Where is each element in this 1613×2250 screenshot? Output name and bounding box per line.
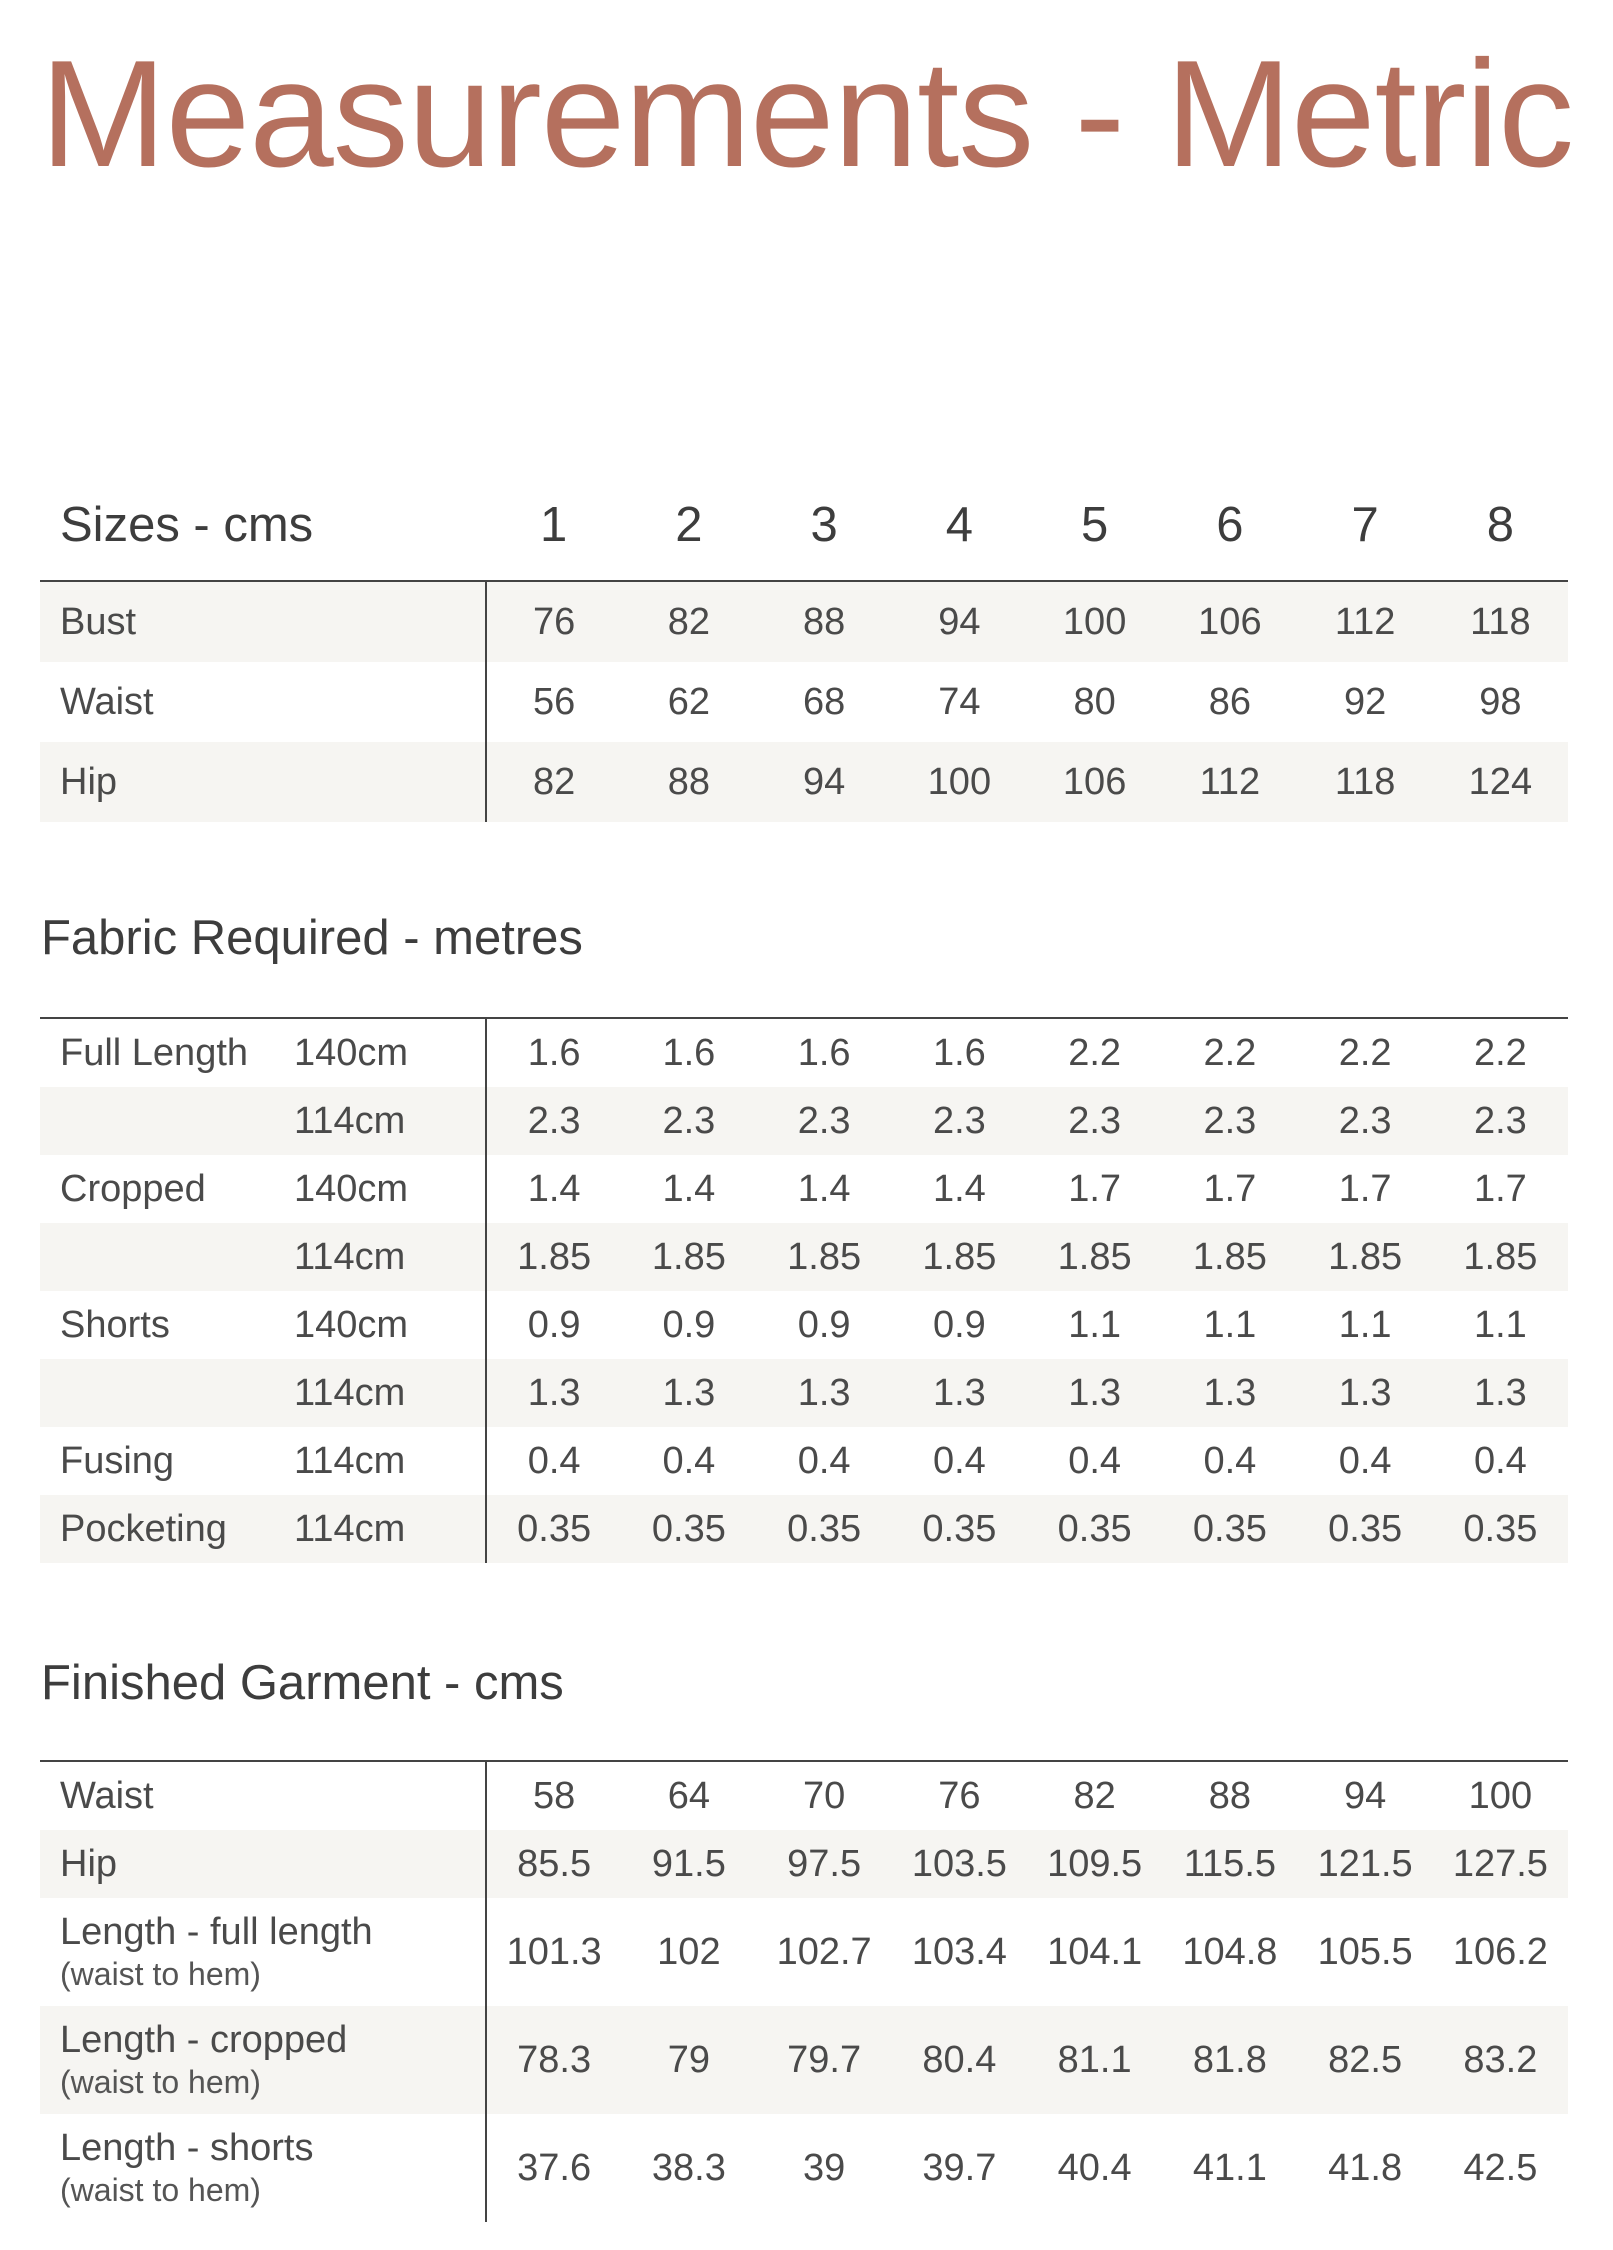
table-cell: 0.4 bbox=[662, 1439, 716, 1482]
table-cell: 1.3 bbox=[486, 1359, 621, 1427]
fabric-table bbox=[40, 1017, 1568, 1563]
table-cell: 106 bbox=[1027, 742, 1162, 822]
table-cell: 1.3 bbox=[621, 1359, 756, 1427]
table-row bbox=[40, 581, 1568, 662]
table-cell: 1.3 bbox=[1162, 1359, 1297, 1427]
table-cell: 100 bbox=[1027, 581, 1162, 662]
table-row bbox=[40, 1223, 1568, 1291]
table-cell: 102 bbox=[657, 1930, 721, 1973]
row-label: Pocketing bbox=[40, 1495, 294, 1563]
table-cell: 2.3 bbox=[892, 1087, 1027, 1155]
row-label: Fusing bbox=[60, 1439, 175, 1482]
table-row bbox=[40, 1830, 1568, 1898]
table-cell: 94 bbox=[1298, 1761, 1433, 1830]
table-cell: 0.35 bbox=[621, 1495, 756, 1563]
table-row bbox=[40, 1427, 1568, 1495]
table-cell: 1.85 bbox=[1162, 1223, 1297, 1291]
row-label: Hip bbox=[60, 1842, 118, 1885]
table-cell: 1.1 bbox=[1203, 1303, 1257, 1346]
table-cell: 115.5 bbox=[1162, 1830, 1297, 1898]
table-cell: 1.6 bbox=[621, 1018, 756, 1087]
fabric-width: 114cm bbox=[294, 1495, 486, 1563]
fabric-width: 114cm bbox=[294, 1223, 486, 1291]
table-cell: 0.35 bbox=[1298, 1495, 1433, 1563]
table-cell: 1.7 bbox=[1473, 1167, 1527, 1210]
table-cell: 1.1 bbox=[1338, 1303, 1392, 1346]
row-label: Length - cropped bbox=[60, 2019, 348, 2061]
size-column-header: 4 bbox=[892, 470, 1027, 581]
table-cell: 104.8 bbox=[1182, 1930, 1278, 1973]
row-label-cell bbox=[40, 1898, 486, 2006]
table-cell: 0.35 bbox=[892, 1495, 1027, 1563]
table-cell: 1.1 bbox=[1473, 1303, 1527, 1346]
table-cell: 1.85 bbox=[757, 1223, 892, 1291]
table-cell: 86 bbox=[1208, 680, 1252, 723]
size-column-header: 5 bbox=[1027, 470, 1162, 581]
table-cell: 100 bbox=[1433, 1761, 1568, 1830]
table-cell: 79.7 bbox=[757, 2006, 892, 2114]
table-cell: 91.5 bbox=[621, 1830, 756, 1898]
size-column-header: 6 bbox=[1162, 470, 1297, 581]
table-cell: 88 bbox=[1162, 1761, 1297, 1830]
table-cell: 0.9 bbox=[662, 1303, 716, 1346]
table-cell: 106 bbox=[1162, 581, 1297, 662]
table-cell: 37.6 bbox=[517, 2146, 592, 2189]
row-label-cell bbox=[40, 1830, 486, 1898]
fabric-width: 140cm bbox=[294, 1018, 486, 1087]
table-cell: 58 bbox=[486, 1761, 621, 1830]
table-row bbox=[40, 742, 1568, 822]
row-label bbox=[40, 1087, 294, 1155]
row-label-cell bbox=[40, 2006, 486, 2114]
table-cell: 1.85 bbox=[892, 1223, 1027, 1291]
table-cell: 103.5 bbox=[892, 1830, 1027, 1898]
size-column-header: 3 bbox=[757, 470, 892, 581]
table-cell: 2.2 bbox=[1433, 1018, 1568, 1087]
table-cell: 118 bbox=[1298, 742, 1433, 822]
row-label: Cropped bbox=[60, 1167, 206, 1210]
table-cell: 1.85 bbox=[1298, 1223, 1433, 1291]
table-cell: 1.1 bbox=[1068, 1303, 1122, 1346]
table-cell: 1.3 bbox=[1433, 1359, 1568, 1427]
size-column-header: 1 bbox=[486, 470, 621, 581]
fabric-width: 140cm bbox=[294, 1291, 486, 1359]
table-cell: 1.85 bbox=[1027, 1223, 1162, 1291]
table-cell: 0.35 bbox=[757, 1495, 892, 1563]
table-cell: 1.85 bbox=[486, 1223, 621, 1291]
fabric-width: 114cm bbox=[294, 1427, 486, 1495]
table-cell: 82 bbox=[486, 742, 621, 822]
table-cell: 70 bbox=[757, 1761, 892, 1830]
table-cell: 0.9 bbox=[932, 1303, 986, 1346]
table-cell: 0.4 bbox=[797, 1439, 851, 1482]
table-cell: 106.2 bbox=[1452, 1930, 1548, 1973]
table-cell: 2.2 bbox=[1298, 1018, 1433, 1087]
fabric-width: 114cm bbox=[294, 1359, 486, 1427]
table-cell: 88 bbox=[757, 581, 892, 662]
fabric-width: 114cm bbox=[294, 1087, 486, 1155]
table-cell: 39 bbox=[802, 2146, 846, 2189]
table-cell: 0.35 bbox=[1162, 1495, 1297, 1563]
table-cell: 1.4 bbox=[932, 1167, 986, 1210]
table-cell: 0.4 bbox=[932, 1439, 986, 1482]
table-row bbox=[40, 1087, 1568, 1155]
table-cell: 0.4 bbox=[1203, 1439, 1257, 1482]
table-row bbox=[40, 1761, 1568, 1830]
table-cell: 112 bbox=[1298, 581, 1433, 662]
table-row bbox=[40, 1291, 1568, 1359]
table-row bbox=[40, 2114, 1568, 2222]
table-cell: 2.3 bbox=[621, 1087, 756, 1155]
row-label: Hip bbox=[40, 742, 486, 822]
table-cell: 0.9 bbox=[527, 1303, 581, 1346]
table-cell: 1.3 bbox=[892, 1359, 1027, 1427]
table-cell: 0.4 bbox=[527, 1439, 581, 1482]
table-cell: 0.4 bbox=[1338, 1439, 1392, 1482]
row-label: Shorts bbox=[60, 1303, 170, 1346]
table-cell: 78.3 bbox=[486, 2006, 621, 2114]
table-cell: 118 bbox=[1433, 581, 1568, 662]
garment-table bbox=[40, 1760, 1568, 2222]
table-row bbox=[40, 1495, 1568, 1563]
fabric-width: 140cm bbox=[294, 1155, 486, 1223]
table-cell: 2.3 bbox=[1298, 1087, 1433, 1155]
table-cell: 1.3 bbox=[1298, 1359, 1433, 1427]
table-cell: 41.1 bbox=[1192, 2146, 1267, 2189]
row-label: Length - full length bbox=[60, 1911, 373, 1953]
row-note: (waist to hem) bbox=[60, 2172, 261, 2208]
table-cell: 1.7 bbox=[1338, 1167, 1392, 1210]
size-column-header: 8 bbox=[1433, 470, 1568, 581]
table-cell: 81.8 bbox=[1162, 2006, 1297, 2114]
table-cell: 0.4 bbox=[1068, 1439, 1122, 1482]
table-cell: 1.3 bbox=[1027, 1359, 1162, 1427]
table-cell: 0.9 bbox=[797, 1303, 851, 1346]
row-label bbox=[40, 1359, 294, 1427]
row-label: Waist bbox=[60, 1774, 154, 1817]
size-column-header: 2 bbox=[621, 470, 756, 581]
sizes-header-row bbox=[40, 470, 1568, 581]
table-cell: 127.5 bbox=[1433, 1830, 1568, 1898]
table-cell: 76 bbox=[486, 581, 621, 662]
row-label bbox=[40, 1223, 294, 1291]
table-cell: 80.4 bbox=[892, 2006, 1027, 2114]
table-row bbox=[40, 662, 1568, 742]
table-cell: 1.85 bbox=[1433, 1223, 1568, 1291]
table-cell: 1.6 bbox=[757, 1018, 892, 1087]
table-cell: 62 bbox=[667, 680, 711, 723]
table-row bbox=[40, 1018, 1568, 1087]
table-cell: 82 bbox=[621, 581, 756, 662]
table-cell: 121.5 bbox=[1298, 1830, 1433, 1898]
table-cell: 2.3 bbox=[486, 1087, 621, 1155]
row-label: Length - shorts bbox=[60, 2127, 314, 2169]
table-cell: 2.3 bbox=[1433, 1087, 1568, 1155]
row-label-cell bbox=[40, 2114, 486, 2222]
fabric-heading: Fabric Required - metres bbox=[41, 911, 583, 965]
table-row bbox=[40, 1898, 1568, 2006]
table-cell: 94 bbox=[757, 742, 892, 822]
table-row bbox=[40, 2006, 1568, 2114]
table-cell: 1.6 bbox=[486, 1018, 621, 1087]
table-cell: 74 bbox=[938, 680, 981, 723]
table-cell: 1.4 bbox=[662, 1167, 716, 1210]
row-label: Waist bbox=[40, 662, 486, 742]
sizes-header-label: Sizes - cms bbox=[40, 470, 486, 581]
table-cell: 105.5 bbox=[1317, 1930, 1413, 1973]
table-cell: 2.3 bbox=[757, 1087, 892, 1155]
table-cell: 102.7 bbox=[776, 1930, 872, 1973]
table-cell: 2.2 bbox=[1162, 1018, 1297, 1087]
table-cell: 82.5 bbox=[1298, 2006, 1433, 2114]
table-row bbox=[40, 1155, 1568, 1223]
table-cell: 68 bbox=[802, 680, 846, 723]
row-label-cell bbox=[40, 1761, 486, 1830]
table-cell: 42.5 bbox=[1463, 2146, 1538, 2189]
page-title: Measurements - Metric bbox=[40, 29, 1574, 199]
table-cell: 80 bbox=[1073, 680, 1116, 723]
table-cell: 1.4 bbox=[527, 1167, 581, 1210]
table-cell: 2.2 bbox=[1027, 1018, 1162, 1087]
table-cell: 109.5 bbox=[1027, 1830, 1162, 1898]
sizes-table bbox=[40, 470, 1568, 822]
table-cell: 83.2 bbox=[1433, 2006, 1568, 2114]
table-cell: 0.35 bbox=[1433, 1495, 1568, 1563]
row-label: Full Length bbox=[40, 1018, 294, 1087]
table-cell: 88 bbox=[621, 742, 756, 822]
table-cell: 1.4 bbox=[797, 1167, 851, 1210]
garment-heading: Finished Garment - cms bbox=[41, 1656, 564, 1710]
table-cell: 0.35 bbox=[486, 1495, 621, 1563]
table-cell: 40.4 bbox=[1057, 2146, 1132, 2189]
table-cell: 104.1 bbox=[1047, 1930, 1143, 1973]
table-cell: 2.3 bbox=[1027, 1087, 1162, 1155]
table-cell: 0.4 bbox=[1473, 1439, 1527, 1482]
table-cell: 1.7 bbox=[1068, 1167, 1122, 1210]
table-cell: 76 bbox=[892, 1761, 1027, 1830]
table-cell: 41.8 bbox=[1328, 2146, 1403, 2189]
table-cell: 64 bbox=[621, 1761, 756, 1830]
table-cell: 94 bbox=[892, 581, 1027, 662]
table-cell: 98 bbox=[1479, 680, 1522, 723]
table-cell: 2.3 bbox=[1162, 1087, 1297, 1155]
table-cell: 1.85 bbox=[621, 1223, 756, 1291]
table-row bbox=[40, 1359, 1568, 1427]
table-cell: 82 bbox=[1027, 1761, 1162, 1830]
table-cell: 38.3 bbox=[651, 2146, 726, 2189]
table-cell: 79 bbox=[621, 2006, 756, 2114]
table-cell: 1.6 bbox=[892, 1018, 1027, 1087]
row-note: (waist to hem) bbox=[60, 1956, 261, 1992]
table-cell: 100 bbox=[892, 742, 1027, 822]
table-cell: 92 bbox=[1343, 680, 1387, 723]
size-column-header: 7 bbox=[1298, 470, 1433, 581]
table-cell: 97.5 bbox=[757, 1830, 892, 1898]
table-cell: 101.3 bbox=[506, 1930, 602, 1973]
row-label: Bust bbox=[40, 581, 486, 662]
table-cell: 112 bbox=[1162, 742, 1297, 822]
table-cell: 0.35 bbox=[1027, 1495, 1162, 1563]
table-cell: 103.4 bbox=[911, 1930, 1007, 1973]
table-cell: 1.7 bbox=[1203, 1167, 1257, 1210]
table-cell: 39.7 bbox=[922, 2146, 997, 2189]
table-cell: 1.3 bbox=[757, 1359, 892, 1427]
table-cell: 124 bbox=[1433, 742, 1568, 822]
table-cell: 85.5 bbox=[486, 1830, 621, 1898]
table-cell: 56 bbox=[532, 680, 576, 723]
row-note: (waist to hem) bbox=[60, 2064, 261, 2100]
table-cell: 81.1 bbox=[1027, 2006, 1162, 2114]
